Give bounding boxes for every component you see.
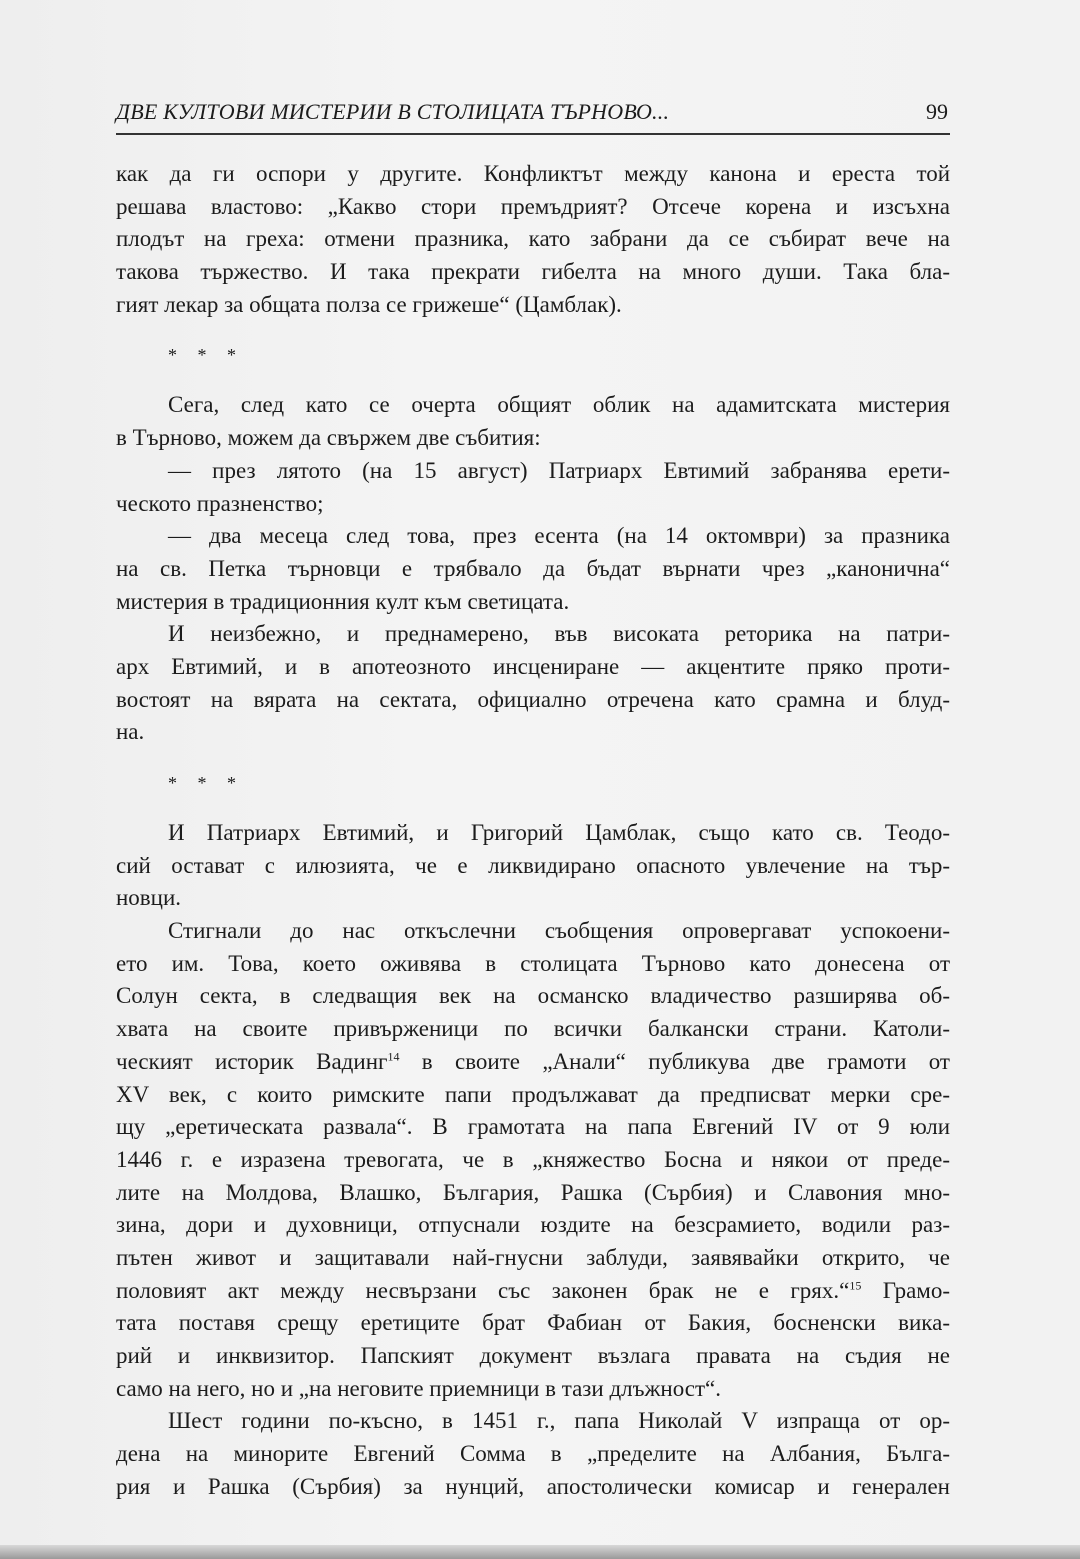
text-line	[116, 1275, 950, 1308]
text-segment: половият акт между несвързани със законен брак не е грях.“	[116, 1277, 850, 1303]
text-line: И Патриарх Евтимий, и Григорий Цамблак, също като св. Теодо-	[168, 820, 950, 845]
text-line: И неизбежно, и преднамерено, във високата реторика на патри-	[168, 621, 950, 647]
paragraph	[116, 1405, 950, 1503]
text-line: — два месеца след това, през есента (на 14 октомври) за празника	[168, 523, 950, 549]
text-line: дена на минорите Евгений Сомма в „пределите на Албания, Бълга-	[116, 1441, 950, 1467]
footnote-ref-14: 14	[387, 1049, 400, 1064]
text-line: плодът на греха: отмени празника, като забрани да се събират вече на	[116, 226, 950, 252]
text-line	[116, 1046, 950, 1079]
page-number: 99	[926, 99, 948, 124]
text-line: Шест години по-късно, в 1451 г., папа Николай V изпраща от ор-	[168, 1408, 950, 1434]
text-line: рия и Рашка (Сърбия) за нунций, апостолически комисар и генерален	[116, 1473, 950, 1499]
text-line: ето им. Това, което оживява в столицата Търново като донесена от	[116, 950, 950, 976]
text-line: на.	[116, 719, 145, 745]
text-line: в Търново, можем да свържем две събития:	[116, 425, 541, 451]
paragraph	[116, 158, 950, 321]
footnote-ref-15: 15	[849, 1277, 862, 1292]
paragraph	[116, 618, 950, 749]
text-line: новци.	[116, 885, 182, 911]
text-line: Стигнали до нас откъслечни съобщения опровергават успокоени-	[168, 918, 950, 944]
text-line: ческото празненство;	[116, 490, 324, 516]
text-line: 1446 г. е изразена тревогата, че в „княжество Босна и някои от преде-	[116, 1146, 950, 1172]
text-line: лите на Молдова, Влашко, България, Рашка (Сърбия) и Славония мно-	[116, 1179, 950, 1205]
text-line: — през лятото (на 15 август) Патриарх Евтимий забранява ерети-	[168, 457, 950, 483]
running-header	[116, 97, 950, 135]
text-line: Солун секта, в следващия век на османско владичество разширява об-	[116, 983, 950, 1009]
text-segment: Грамо-	[861, 1277, 950, 1303]
text-line: арх Евтимий, и в апотеозното инсцениране — акцентите пряко проти-	[116, 653, 950, 679]
text-line: тата поставя срещу еретиците брат Фабиан от Бакия, босненски вика-	[116, 1310, 950, 1336]
text-line: на св. Петка търновци е трябвало да бъдат върнати чрез „канонична“	[116, 555, 950, 581]
paragraph	[116, 389, 950, 454]
text-line: востоят на вярата на сектата, официално отречена като срамна и блуд-	[116, 686, 950, 712]
text-segment: в своите „Анали“ публикува две грамоти от	[399, 1048, 950, 1074]
text-segment: ческият историк Вадинг	[116, 1048, 388, 1074]
text-line: такова тържество. И така прекрати гибелта на много души. Така бла-	[116, 259, 950, 285]
text-line: само на него, но и „на неговите приемници в тази длъжност“.	[116, 1375, 722, 1401]
page-bottom-edge	[0, 1545, 1080, 1559]
section-separator: * * *	[168, 773, 244, 793]
text-line: XV век, с които римските папи продължават да предписват мерки сре-	[116, 1081, 950, 1107]
text-line: как да ги оспори у другите. Конфликтът между канона и ереста той	[116, 161, 950, 186]
paragraph	[116, 817, 950, 915]
text-line: сий остават с илюзията, че е ликвидирано опасното увлечение на тър-	[116, 852, 950, 878]
body-text	[116, 158, 950, 1503]
text-line: щу „еретическата развала“. В грамотата на папа Евгений IV от 9 юли	[116, 1114, 950, 1140]
paragraph	[116, 915, 950, 1405]
text-line: Сега, след като се очерта общият облик на адамитската мистерия	[168, 392, 950, 418]
section-separator: * * *	[168, 345, 244, 366]
text-line: мистерия в традиционния култ към светицата.	[116, 588, 570, 614]
text-line: хвата на своите привърженици по всички балкански страни. Католи-	[116, 1016, 950, 1042]
paragraph	[116, 455, 950, 520]
text-line: решава властово: „Какво стори премъдрият? Отсече корена и изсъхна	[116, 193, 950, 219]
text-line: гият лекар за общата полза се грижеше“ (Цамблак).	[116, 291, 622, 317]
text-line: зина, дори и духовници, отпуснали юздите на безсрамието, водили раз-	[116, 1212, 950, 1238]
text-line: пътен живот и защитавали най-гнусни заблуди, заявявайки открито, че	[116, 1244, 950, 1270]
paragraph	[116, 520, 950, 618]
text-line: рий и инквизитор. Папският документ възлага правата на съдия не	[116, 1343, 950, 1368]
running-title: ДВЕ КУЛТОВИ МИСТЕРИИ В СТОЛИЦАТА ТЪРНОВО...	[116, 99, 670, 124]
